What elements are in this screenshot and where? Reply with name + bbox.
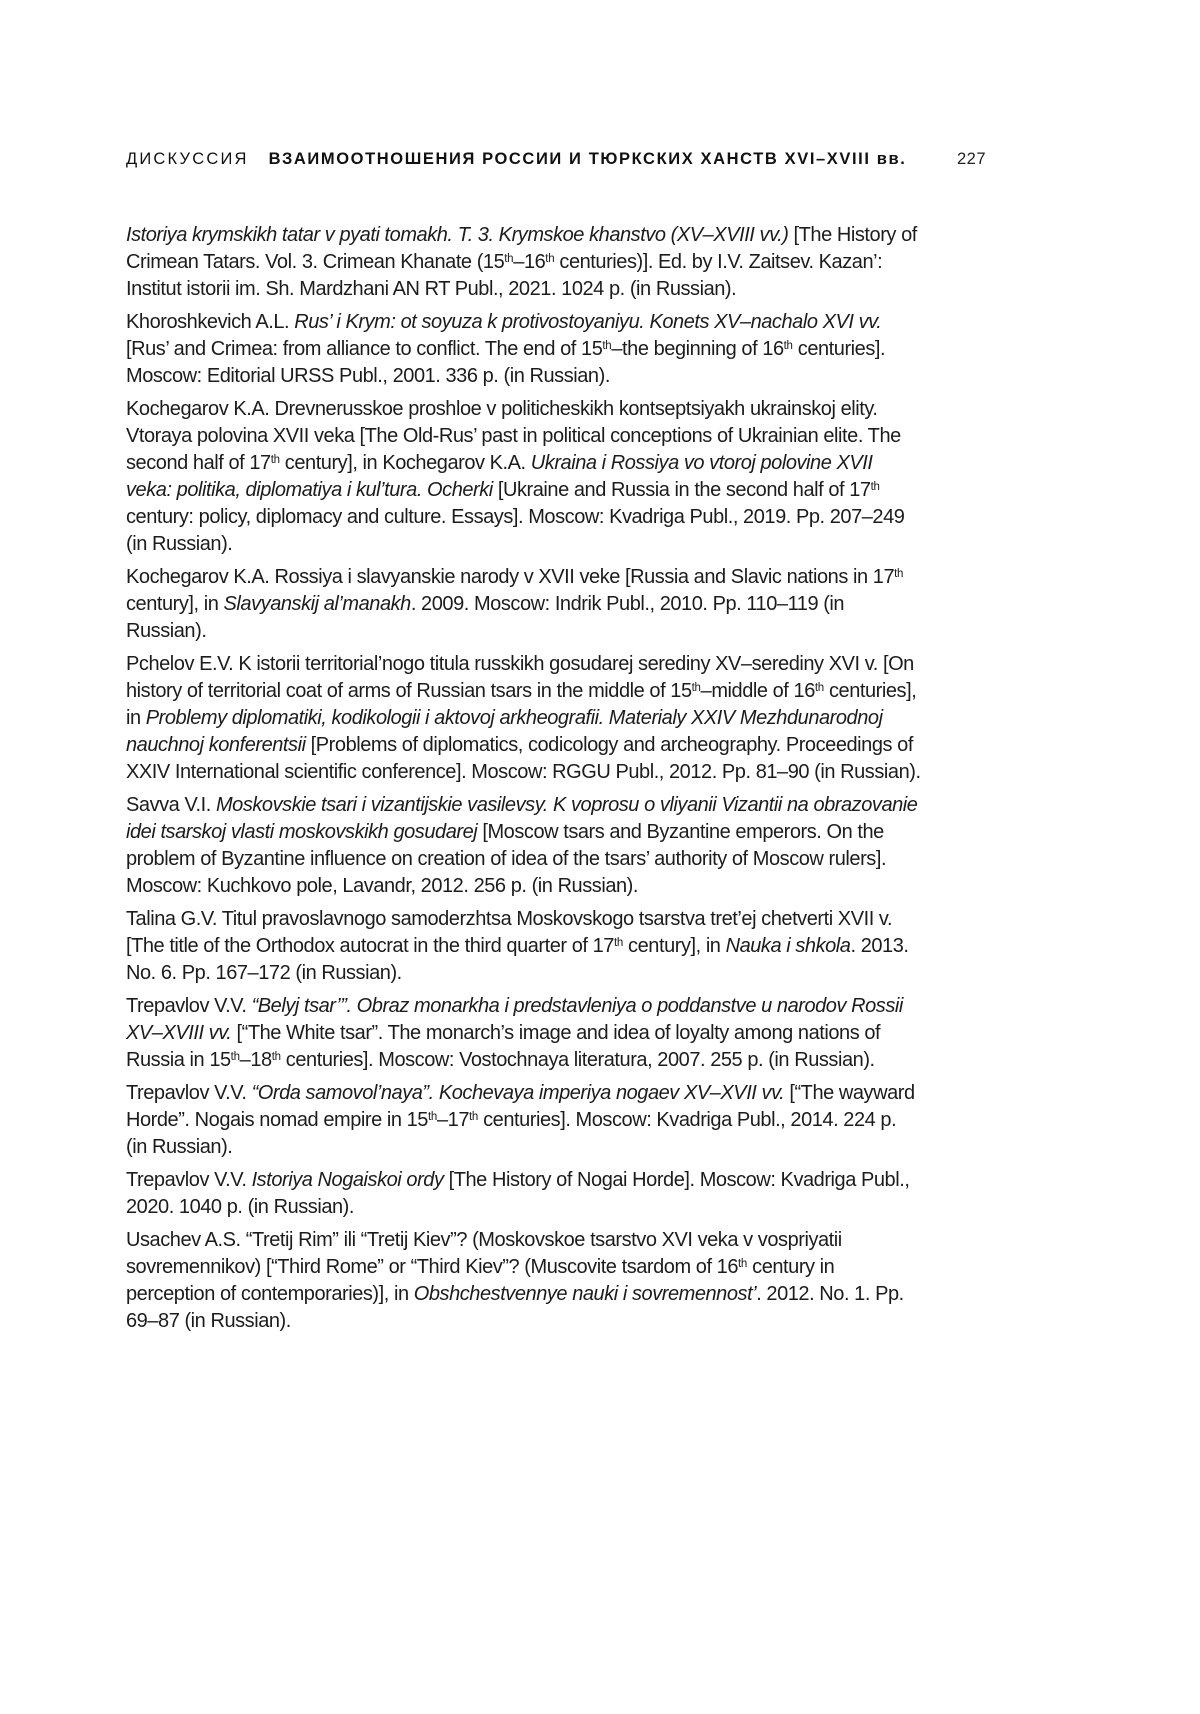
header-title: ВЗАИМООТНОШЕНИЯ РОССИИ И ТЮРКСКИХ ХАНСТВ XVI–XVIII вв. [268, 150, 907, 168]
reference-text-segment: Trepavlov V.V. [126, 995, 252, 1017]
ordinal-superscript: th [894, 568, 904, 580]
ordinal-superscript: th [427, 1111, 437, 1123]
ordinal-superscript: th [271, 1051, 281, 1063]
reference-text-segment: Pchelov E.V. K istorii territorial’nogo titula russkikh gosudarej serediny XV–serediny XVI v. [On history of territorial coat of arms of Russian tsars in the middle of 15th–middle of 16th centuries], in [126, 653, 917, 729]
reference-title-segment: Problemy diplomatiki, kodikologii i aktovoj arkheografii. Materialy XXIV Mezhdunarodnoj nauchnoj konferentsii [126, 707, 883, 756]
reference-entry [126, 1227, 922, 1335]
reference-entry [126, 792, 922, 900]
reference-entry [126, 564, 922, 645]
ordinal-superscript: th [738, 1258, 748, 1270]
reference-text-segment: Khoroshkevich A.L. [126, 311, 295, 333]
reference-text-segment: [Problems of diplomatics, codicology and archeography. Proceedings of XXIV International scientific conference]. Moscow: RGGU Publ., 2012. Pp. 81–90 (in Russian). [126, 734, 921, 783]
page-number: 227 [956, 150, 986, 168]
reference-text-segment: Kochegarov K.A. Drevnerusskoe proshloe v politicheskikh kontseptsiyakh ukrainskoj elity. Vtoraya polovina XVII veka [The Old-Rus’ past in political conceptions of Ukrainian elite. The second half of 17th century], in Kochegarov K.A. [126, 398, 901, 474]
reference-entry [126, 906, 922, 987]
ordinal-superscript: th [870, 481, 880, 493]
reference-entry [126, 1080, 922, 1161]
ordinal-superscript: th [783, 340, 793, 352]
ordinal-superscript: th [504, 253, 514, 265]
reference-text-segment: . 2013. No. 6. Pp. 167–172 (in Russian). [126, 935, 909, 984]
reference-entry [126, 309, 922, 390]
reference-entry [126, 651, 922, 786]
reference-entry [126, 396, 922, 558]
reference-title-segment: “Orda samovol’naya”. Kochevaya imperiya nogaev XV–XVII vv. [251, 1082, 785, 1104]
ordinal-superscript: th [691, 682, 701, 694]
reference-text-segment: Usachev A.S. “Tretij Rim” ili “Tretij Kiev”? (Moskovskoe tsarstvo XVI veka v vospriyatii sovremennikov) [“Third Rome” or “Third Kiev”? (Muscovite tsardom of 16th century in perception of contemporaries)], in [126, 1229, 842, 1305]
reference-text-segment: [The History of Nogai Horde]. Moscow: Kvadriga Publ., 2020. 1040 p. (in Russian). [126, 1169, 910, 1218]
ordinal-superscript: th [814, 682, 824, 694]
ordinal-superscript: th [545, 253, 555, 265]
reference-title-segment: Nauka i shkola [725, 935, 851, 957]
reference-text-segment: [Rus’ and Crimea: from alliance to conflict. The end of 15th–the beginning of 16th centuries]. Moscow: Editorial URSS Publ., 2001. 336 p. (in Russian). [126, 338, 886, 387]
reference-text-segment: Savva V.I. [126, 794, 216, 816]
ordinal-superscript: th [613, 937, 623, 949]
reference-title-segment: Moskovskie tsari i vizantijskie vasilevsy. K voprosu o vliyanii Vizantii na obrazovanie idei tsarskoj vlasti moskovskikh gosudarej [126, 794, 918, 843]
reference-text-segment: [Moscow tsars and Byzantine emperors. On the problem of Byzantine influence on creation of idea of the tsars’ authority of Moscow rulers]. Moscow: Kuchkovo pole, Lavandr, 2012. 256 p. (in Russian). [126, 821, 887, 897]
ordinal-superscript: th [270, 454, 280, 466]
reference-title-segment: Rus’ i Krym: ot soyuza k protivostoyaniyu. Konets XV–nachalo XVI vv. [294, 311, 882, 333]
reference-text-segment: [“The wayward Horde”. Nogais nomad empire in 15th–17th centuries]. Moscow: Kvadriga Publ., 2014. 224 p. (in Russian). [126, 1082, 915, 1158]
reference-text-segment: Trepavlov V.V. [126, 1169, 252, 1191]
reference-entry [126, 1167, 922, 1221]
reference-text-segment: Kochegarov K.A. Rossiya i slavyanskie narody v XVII veke [Russia and Slavic nations in 17th century], in [126, 566, 904, 615]
reference-text-segment: [Ukraine and Russia in the second half of 17th century: policy, diplomacy and culture. Essays]. Moscow: Kvadriga Publ., 2019. Pp. 207–249 (in Russian). [126, 479, 905, 555]
ordinal-superscript: th [602, 340, 612, 352]
reference-text-segment: . 2009. Moscow: Indrik Publ., 2010. Pp. 110–119 (in Russian). [126, 593, 845, 642]
reference-text-segment: Talina G.V. Titul pravoslavnogo samoderzhtsa Moskovskogo tsarstva tret’ej chetverti XVII v. [The title of the Orthodox autocrat in the third quarter of 17th century], in [126, 908, 893, 957]
running-header [126, 150, 986, 169]
reference-title-segment: Istoriya krymskikh tatar v pyati tomakh. T. 3. Krymskoe khanstvo (XV–XVIII vv.) [126, 224, 789, 246]
section-label: ДИСКУССИЯ [126, 150, 249, 168]
reference-title-segment: Obshchestvennye nauki i sovremennost’ [413, 1283, 757, 1305]
reference-text-segment: Trepavlov V.V. [126, 1082, 252, 1104]
ordinal-superscript: th [469, 1111, 479, 1123]
reference-title-segment: Istoriya Nogaiskoi ordy [251, 1169, 444, 1191]
reference-text-segment: [The History of Crimean Tatars. Vol. 3. Crimean Khanate (15th–16th centuries)]. Ed. by I.V. Zaitsev. Kazan’: Institut istorii im. Sh. Mardzhani AN RT Publ., 2021. 1024 p. (in Russian). [126, 224, 917, 300]
reference-entry [126, 222, 922, 303]
reference-title-segment: Slavyanskij al’manakh [223, 593, 411, 615]
ordinal-superscript: th [230, 1051, 240, 1063]
reference-entry [126, 993, 922, 1074]
references-list [126, 222, 922, 1341]
reference-title-segment: Ukraina i Rossiya vo vtoroj polovine XVII veka: politika, diplomatiya i kul’tura. Ocherki [126, 452, 873, 501]
reference-title-segment: “Belyj tsar’”. Obraz monarkha i predstavleniya o poddanstve u narodov Rossii XV–XVIII vv. [126, 995, 903, 1044]
reference-text-segment: . 2012. No. 1. Pp. 69–87 (in Russian). [126, 1283, 904, 1332]
reference-text-segment: [“The White tsar”. The monarch’s image and idea of loyalty among nations of Russia in 15th–18th centuries]. Moscow: Vostochnaya literatura, 2007. 255 p. (in Russian). [126, 1022, 881, 1071]
